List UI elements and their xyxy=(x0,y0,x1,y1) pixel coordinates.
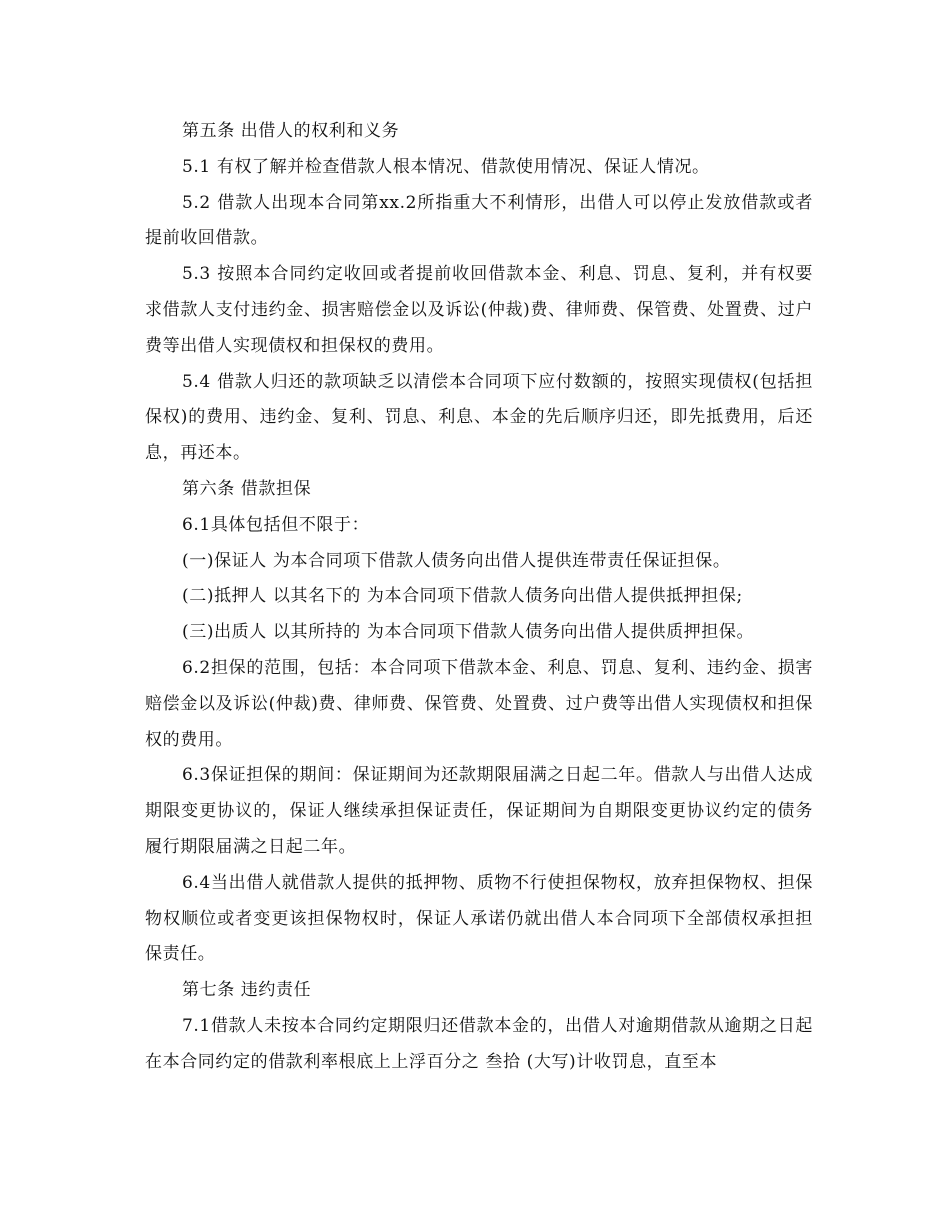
clause-6-1-item-3: (三)出质人 以其所持的 为本合同项下借款人债务向出借人提供质押担保。 xyxy=(182,622,755,643)
clause-5-1: 5.1 有权了解并检查借款人根本情况、借款使用情况、保证人情况。 xyxy=(182,156,710,177)
clause-7-1: 7.1借款人未按本合同约定期限归还借款本金的，出借人对逾期借款从逾期之日起在本合同约定的借款利率根底上上浮百分之 叁拾 (大写)计收罚息，直至本 xyxy=(145,1015,813,1072)
clause-6-2: 6.2担保的范围，包括：本合同项下借款本金、利息、罚息、复利、违约金、损害赔偿金以及诉讼(仲裁)费、律师费、保管费、处置费、过户费等出借人实现债权和担保权的费用。 xyxy=(145,657,813,750)
clause-5-4: 5.4 借款人归还的款项缺乏以清偿本合同项下应付数额的，按照实现债权(包括担保权)的费用、违约金、复利、罚息、利息、本金的先后顺序归还，即先抵费用，后还息，再还本。 xyxy=(145,371,813,464)
clause-5-3: 5.3 按照本合同约定收回或者提前收回借款本金、利息、罚息、复利，并有权要求借款人支付违约金、损害赔偿金以及诉讼(仲裁)费、律师费、保管费、处置费、过户费等出借人实现债权和担保权的费用。 xyxy=(145,264,813,356)
article-5-heading: 第五条 出借人的权利和义务 xyxy=(182,121,400,141)
clause-6-1-item-2: (二)抵押人 以其名下的 为本合同项下借款人债务向出借人提供抵押担保; xyxy=(182,586,743,607)
article-7-heading: 第七条 违约责任 xyxy=(182,980,312,1001)
clause-6-4: 6.4当出借人就借款人提供的抵押物、质物不行使担保物权，放弃担保物权、担保物权顺位或者变更该担保物权时，保证人承诺仍就出借人本合同项下全部债权承担担保责任。 xyxy=(145,872,813,965)
clause-6-1-item-1: (一)保证人 为本合同项下借款人债务向出借人提供连带责任保证担保。 xyxy=(182,550,731,571)
clause-5-2: 5.2 借款人出现本合同第xx.2所指重大不利情形，出借人可以停止发放借款或者提前收回借款。 xyxy=(145,192,813,249)
clause-6-3: 6.3保证担保的期间：保证期间为还款期限届满之日起二年。借款人与出借人达成期限变更协议的，保证人继续承担保证责任，保证期间为自期限变更协议约定的债务履行期限届满之日起二年。 xyxy=(145,765,813,857)
article-6-heading: 第六条 借款担保 xyxy=(182,478,312,499)
clause-6-1: 6.1具体包括但不限于： xyxy=(182,514,370,535)
document-body xyxy=(145,114,813,1081)
